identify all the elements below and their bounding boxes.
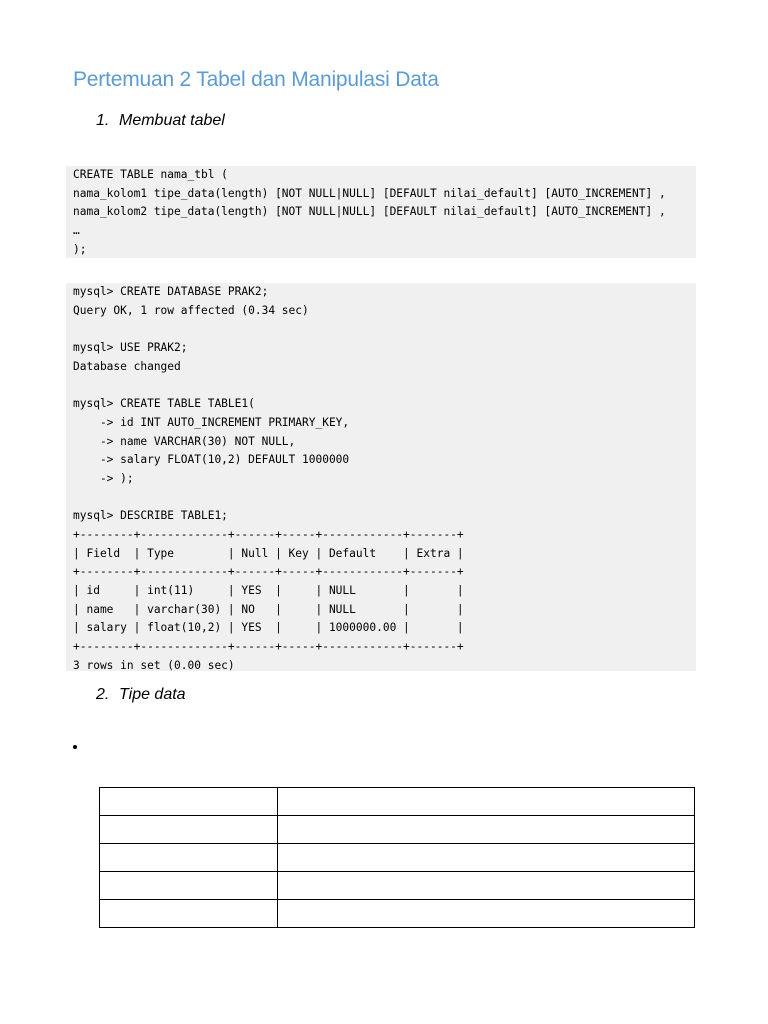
code-line: nama_kolom2 tipe_data(length) [NOT NULL|NULL] [DEFAULT nilai_default] [AUTO_INCREMENT] , [73,205,666,219]
code-line: | name | varchar(30) | NO | | NULL | | [73,602,464,616]
section-number: 1. [96,112,110,129]
section-label: Membuat tabel [119,112,225,129]
code-line: nama_kolom1 tipe_data(length) [NOT NULL|NULL] [DEFAULT nilai_default] [AUTO_INCREMENT] , [73,186,666,200]
empty-data-type-table [99,787,695,928]
table-row [100,788,695,816]
table-row [100,900,695,928]
code-line: 3 rows in set (0.00 sec) [73,658,235,671]
table-row [100,816,695,844]
table-cell [100,900,278,928]
table-cell [100,816,278,844]
code-line: | salary | float(10,2) | YES | | 1000000.00 | | [73,621,464,635]
table-row [100,872,695,900]
table-cell [100,844,278,872]
section-heading-membuat-tabel [96,112,225,130]
code-line: +--------+-------------+------+-----+------------+-------+ [73,565,464,579]
code-line: Query OK, 1 row affected (0.34 sec) [73,303,309,317]
code-line: mysql> DESCRIBE TABLE1; [73,509,228,523]
code-line: +--------+-------------+------+-----+------------+-------+ [73,527,464,541]
section-label: Tipe data [119,686,186,703]
table-row [100,844,695,872]
code-line: -> name VARCHAR(30) NOT NULL, [73,434,296,448]
code-line [73,320,696,339]
code-line: mysql> CREATE TABLE TABLE1( [73,397,255,411]
code-line: mysql> USE PRAK2; [73,341,188,355]
table-cell [278,844,695,872]
code-line: -> salary FLOAT(10,2) DEFAULT 1000000 [73,453,350,467]
code-line: | Field | Type | Null | Key | Default | Extra | [73,546,464,560]
bullet-point [73,745,77,749]
table-cell [278,872,695,900]
code-line: -> id INT AUTO_INCREMENT PRIMARY_KEY, [73,415,350,429]
table-cell [278,900,695,928]
code-line [73,489,696,508]
code-line: +--------+-------------+------+-----+------------+-------+ [73,640,464,654]
table-cell [278,788,695,816]
page-title: Pertemuan 2 Tabel dan Manipulasi Data [73,68,439,91]
code-line: Database changed [73,359,181,373]
table-cell [100,788,278,816]
table-cell [100,872,278,900]
code-line: -> ); [73,471,134,485]
code-line: mysql> CREATE DATABASE PRAK2; [73,285,269,298]
table-cell [278,816,695,844]
code-line: CREATE TABLE nama_tbl ( [73,168,228,181]
code-block-mysql-session [66,283,696,671]
code-block-create-table-syntax [66,166,696,258]
code-line: … [73,224,80,238]
section-heading-tipe-data [96,686,186,704]
code-line [73,376,696,395]
code-line: | id | int(11) | YES | | NULL | | [73,584,464,597]
code-line: ); [73,242,87,256]
section-number: 2. [96,686,110,703]
